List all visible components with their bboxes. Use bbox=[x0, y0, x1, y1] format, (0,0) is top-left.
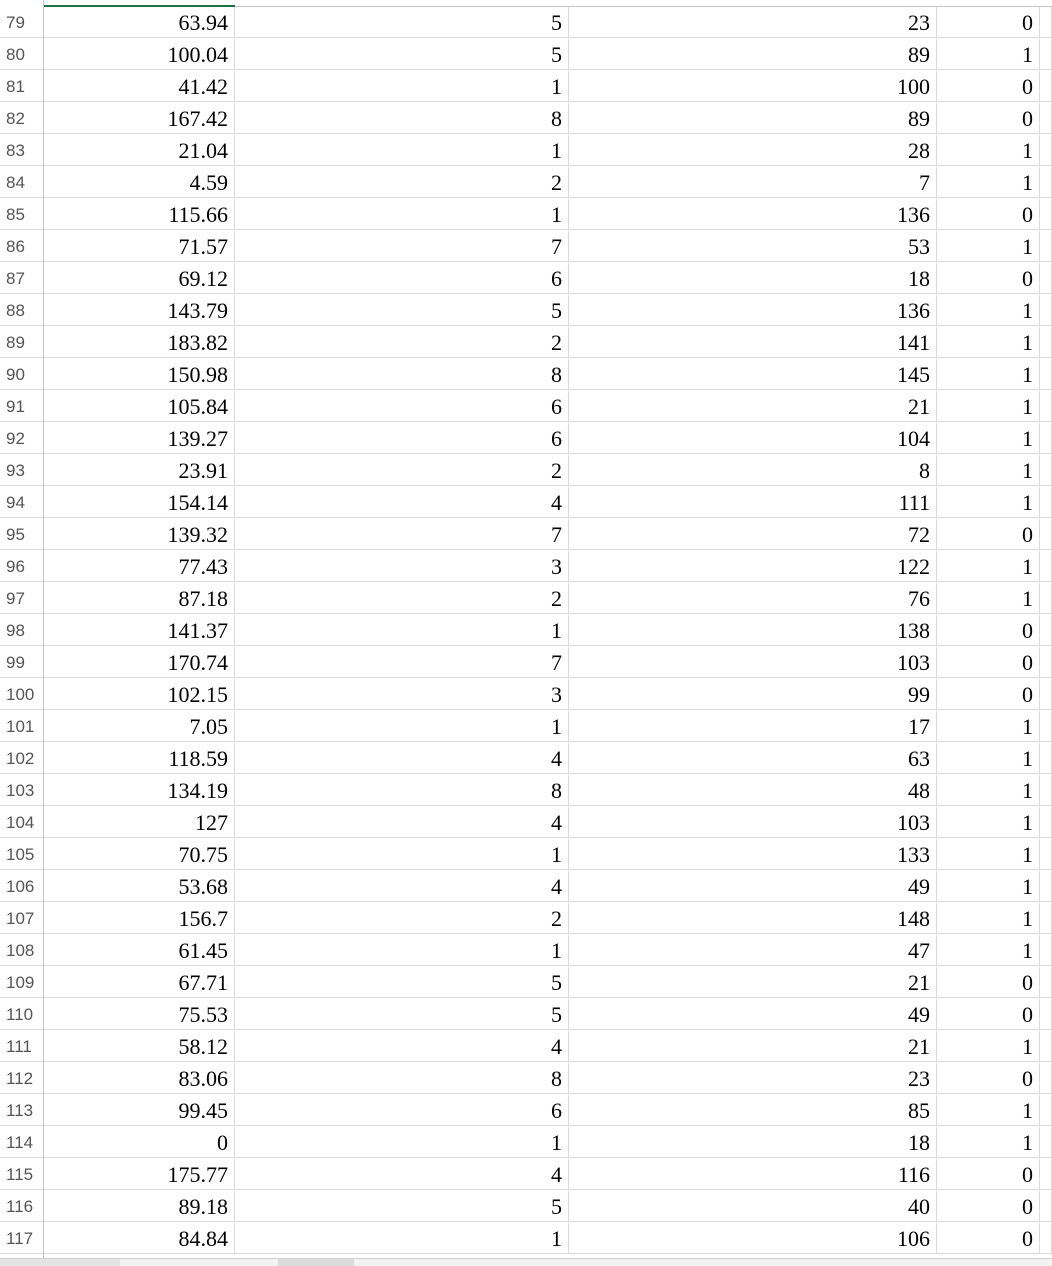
cell-d[interactable]: 1 bbox=[937, 583, 1040, 614]
cell-c[interactable]: 21 bbox=[569, 1031, 937, 1062]
row-number[interactable]: 107 bbox=[0, 903, 43, 934]
table-row bbox=[0, 679, 1052, 711]
row-number[interactable]: 112 bbox=[0, 1063, 43, 1094]
cell-d[interactable]: 1 bbox=[937, 391, 1040, 422]
cell-d[interactable]: 1 bbox=[937, 775, 1040, 806]
cell-c[interactable]: 103 bbox=[569, 647, 937, 678]
table-row bbox=[0, 487, 1052, 519]
cell-a[interactable]: 63.94 bbox=[44, 7, 235, 38]
cell-e[interactable] bbox=[1040, 1031, 1052, 1062]
cell-c[interactable]: 103 bbox=[569, 807, 937, 838]
cell-c[interactable]: 40 bbox=[569, 1191, 937, 1222]
cell-d[interactable]: 0 bbox=[937, 967, 1040, 998]
cell-c[interactable]: 28 bbox=[569, 135, 937, 166]
row-number[interactable]: 114 bbox=[0, 1127, 43, 1158]
cell-a[interactable]: 170.74 bbox=[44, 647, 235, 678]
row-number[interactable]: 94 bbox=[0, 487, 43, 518]
cell-b[interactable]: 2 bbox=[235, 903, 569, 934]
cell-d[interactable]: 0 bbox=[937, 615, 1040, 646]
cell-d[interactable]: 0 bbox=[937, 7, 1040, 38]
cell-d[interactable]: 0 bbox=[937, 103, 1040, 134]
row-number[interactable]: 96 bbox=[0, 551, 43, 582]
table-row bbox=[0, 359, 1052, 391]
table-row bbox=[0, 455, 1052, 487]
row-number[interactable]: 97 bbox=[0, 583, 43, 614]
row-number[interactable]: 102 bbox=[0, 743, 43, 774]
cell-e[interactable] bbox=[1040, 743, 1052, 774]
table-row bbox=[0, 903, 1052, 935]
table-row bbox=[0, 1031, 1052, 1063]
cell-b[interactable]: 3 bbox=[235, 679, 569, 710]
cell-e[interactable] bbox=[1040, 487, 1052, 518]
cell-e[interactable] bbox=[1040, 839, 1052, 870]
cell-c[interactable]: 49 bbox=[569, 871, 937, 902]
row-number[interactable]: 109 bbox=[0, 967, 43, 998]
table-row bbox=[0, 263, 1052, 295]
cell-a[interactable]: 0 bbox=[44, 1127, 235, 1158]
cell-b[interactable]: 2 bbox=[235, 583, 569, 614]
cell-d[interactable]: 1 bbox=[937, 551, 1040, 582]
table-row bbox=[0, 839, 1052, 871]
cell-c[interactable]: 104 bbox=[569, 423, 937, 454]
cell-b[interactable]: 4 bbox=[235, 743, 569, 774]
cell-c[interactable]: 106 bbox=[569, 1223, 937, 1254]
row-number[interactable]: 108 bbox=[0, 935, 43, 966]
table-row bbox=[0, 519, 1052, 551]
cell-e[interactable] bbox=[1040, 807, 1052, 838]
cell-a[interactable]: 134.19 bbox=[44, 775, 235, 806]
cell-a[interactable]: 99.45 bbox=[44, 1095, 235, 1126]
cell-a[interactable]: 58.12 bbox=[44, 1031, 235, 1062]
row-number[interactable]: 95 bbox=[0, 519, 43, 550]
cell-b[interactable]: 1 bbox=[235, 199, 569, 230]
cell-b[interactable]: 1 bbox=[235, 135, 569, 166]
cell-c[interactable]: 138 bbox=[569, 615, 937, 646]
row-number[interactable]: 88 bbox=[0, 295, 43, 326]
cell-c[interactable]: 21 bbox=[569, 967, 937, 998]
cell-b[interactable]: 6 bbox=[235, 423, 569, 454]
cell-a[interactable]: 115.66 bbox=[44, 199, 235, 230]
cell-a[interactable]: 67.71 bbox=[44, 967, 235, 998]
cell-d[interactable]: 1 bbox=[937, 231, 1040, 262]
cell-c[interactable]: 21 bbox=[569, 391, 937, 422]
cell-a[interactable]: 154.14 bbox=[44, 487, 235, 518]
cell-a[interactable]: 89.18 bbox=[44, 1191, 235, 1222]
cell-e[interactable] bbox=[1040, 7, 1052, 38]
cell-d[interactable]: 1 bbox=[937, 1095, 1040, 1126]
cell-b[interactable]: 5 bbox=[235, 999, 569, 1030]
cell-c[interactable]: 76 bbox=[569, 583, 937, 614]
table-row bbox=[0, 71, 1052, 103]
cell-e[interactable] bbox=[1040, 615, 1052, 646]
cell-a[interactable]: 71.57 bbox=[44, 231, 235, 262]
cell-d[interactable]: 0 bbox=[937, 71, 1040, 102]
table-row bbox=[0, 167, 1052, 199]
cell-b[interactable]: 5 bbox=[235, 967, 569, 998]
cell-d[interactable]: 0 bbox=[937, 1223, 1040, 1254]
cell-c[interactable]: 100 bbox=[569, 71, 937, 102]
cell-e[interactable] bbox=[1040, 1127, 1052, 1158]
horizontal-scrollbar[interactable] bbox=[0, 1258, 1052, 1266]
cell-a[interactable]: 83.06 bbox=[44, 1063, 235, 1094]
cell-b[interactable]: 5 bbox=[235, 295, 569, 326]
cell-e[interactable] bbox=[1040, 263, 1052, 294]
cell-b[interactable]: 1 bbox=[235, 839, 569, 870]
cell-d[interactable]: 1 bbox=[937, 903, 1040, 934]
table-row bbox=[0, 807, 1052, 839]
cell-a[interactable]: 53.68 bbox=[44, 871, 235, 902]
cell-d[interactable]: 0 bbox=[937, 519, 1040, 550]
cell-c[interactable]: 116 bbox=[569, 1159, 937, 1190]
cell-b[interactable]: 1 bbox=[235, 71, 569, 102]
cell-b[interactable]: 7 bbox=[235, 647, 569, 678]
row-number[interactable]: 100 bbox=[0, 679, 43, 710]
cell-c[interactable]: 148 bbox=[569, 903, 937, 934]
cell-c[interactable]: 85 bbox=[569, 1095, 937, 1126]
cell-a[interactable]: 77.43 bbox=[44, 551, 235, 582]
cell-c[interactable]: 18 bbox=[569, 263, 937, 294]
cell-a[interactable]: 69.12 bbox=[44, 263, 235, 294]
cell-e[interactable] bbox=[1040, 359, 1052, 390]
cell-c[interactable]: 7 bbox=[569, 167, 937, 198]
cell-d[interactable]: 1 bbox=[937, 39, 1040, 70]
row-number[interactable]: 103 bbox=[0, 775, 43, 806]
cell-a[interactable]: 150.98 bbox=[44, 359, 235, 390]
cell-a[interactable]: 143.79 bbox=[44, 295, 235, 326]
table-row bbox=[0, 1063, 1052, 1095]
cell-d[interactable]: 1 bbox=[937, 711, 1040, 742]
row-number[interactable]: 83 bbox=[0, 135, 43, 166]
cell-d[interactable]: 1 bbox=[937, 1031, 1040, 1062]
cell-b[interactable]: 8 bbox=[235, 775, 569, 806]
cell-b[interactable]: 1 bbox=[235, 935, 569, 966]
table-row bbox=[0, 775, 1052, 807]
cell-e[interactable] bbox=[1040, 551, 1052, 582]
cell-d[interactable]: 1 bbox=[937, 295, 1040, 326]
cell-d[interactable]: 0 bbox=[937, 999, 1040, 1030]
cell-a[interactable]: 127 bbox=[44, 807, 235, 838]
cell-a[interactable]: 141.37 bbox=[44, 615, 235, 646]
cell-a[interactable]: 183.82 bbox=[44, 327, 235, 358]
table-row bbox=[0, 647, 1052, 679]
sheet-tab-area[interactable] bbox=[0, 1259, 120, 1266]
row-number[interactable]: 91 bbox=[0, 391, 43, 422]
cell-e[interactable] bbox=[1040, 999, 1052, 1030]
cell-a[interactable]: 84.84 bbox=[44, 1223, 235, 1254]
cell-b[interactable]: 3 bbox=[235, 551, 569, 582]
cell-d[interactable]: 0 bbox=[937, 679, 1040, 710]
cell-c[interactable]: 47 bbox=[569, 935, 937, 966]
cell-b[interactable]: 1 bbox=[235, 711, 569, 742]
cell-e[interactable] bbox=[1040, 1159, 1052, 1190]
row-number[interactable]: 84 bbox=[0, 167, 43, 198]
cell-b[interactable]: 7 bbox=[235, 231, 569, 262]
cell-d[interactable]: 1 bbox=[937, 455, 1040, 486]
cell-d[interactable]: 0 bbox=[937, 1159, 1040, 1190]
cell-c[interactable]: 53 bbox=[569, 231, 937, 262]
cell-d[interactable]: 1 bbox=[937, 135, 1040, 166]
cell-d[interactable]: 1 bbox=[937, 423, 1040, 454]
cell-e[interactable] bbox=[1040, 1095, 1052, 1126]
cell-b[interactable]: 7 bbox=[235, 519, 569, 550]
cell-d[interactable]: 1 bbox=[937, 935, 1040, 966]
cell-e[interactable] bbox=[1040, 679, 1052, 710]
cell-d[interactable]: 1 bbox=[937, 871, 1040, 902]
cell-e[interactable] bbox=[1040, 455, 1052, 486]
table-row bbox=[0, 199, 1052, 231]
cell-c[interactable]: 89 bbox=[569, 39, 937, 70]
cell-d[interactable]: 1 bbox=[937, 807, 1040, 838]
cell-b[interactable]: 6 bbox=[235, 391, 569, 422]
cell-b[interactable]: 2 bbox=[235, 327, 569, 358]
cell-c[interactable]: 48 bbox=[569, 775, 937, 806]
cell-e[interactable] bbox=[1040, 391, 1052, 422]
cell-c[interactable]: 17 bbox=[569, 711, 937, 742]
cell-e[interactable] bbox=[1040, 423, 1052, 454]
cell-b[interactable]: 2 bbox=[235, 167, 569, 198]
table-row bbox=[0, 743, 1052, 775]
row-number[interactable]: 86 bbox=[0, 231, 43, 262]
table-row bbox=[0, 935, 1052, 967]
cell-a[interactable]: 118.59 bbox=[44, 743, 235, 774]
cell-d[interactable]: 1 bbox=[937, 487, 1040, 518]
row-number[interactable]: 98 bbox=[0, 615, 43, 646]
row-number[interactable]: 87 bbox=[0, 263, 43, 294]
cell-d[interactable]: 0 bbox=[937, 1191, 1040, 1222]
cell-e[interactable] bbox=[1040, 583, 1052, 614]
cell-a[interactable]: 70.75 bbox=[44, 839, 235, 870]
cell-b[interactable]: 4 bbox=[235, 1031, 569, 1062]
cell-b[interactable]: 1 bbox=[235, 615, 569, 646]
cell-a[interactable]: 105.84 bbox=[44, 391, 235, 422]
row-number[interactable]: 101 bbox=[0, 711, 43, 742]
cell-e[interactable] bbox=[1040, 711, 1052, 742]
cell-a[interactable]: 4.59 bbox=[44, 167, 235, 198]
row-number[interactable]: 117 bbox=[0, 1223, 43, 1254]
table-row bbox=[0, 1127, 1052, 1159]
cell-c[interactable]: 72 bbox=[569, 519, 937, 550]
cell-b[interactable]: 5 bbox=[235, 1191, 569, 1222]
row-number[interactable]: 105 bbox=[0, 839, 43, 870]
cell-b[interactable]: 5 bbox=[235, 39, 569, 70]
cell-c[interactable]: 136 bbox=[569, 295, 937, 326]
cell-d[interactable]: 0 bbox=[937, 1063, 1040, 1094]
cell-d[interactable]: 1 bbox=[937, 839, 1040, 870]
cell-e[interactable] bbox=[1040, 935, 1052, 966]
cell-e[interactable] bbox=[1040, 199, 1052, 230]
row-number[interactable]: 79 bbox=[0, 7, 43, 38]
cell-b[interactable]: 2 bbox=[235, 455, 569, 486]
row-number[interactable]: 90 bbox=[0, 359, 43, 390]
scrollbar-thumb[interactable] bbox=[278, 1259, 354, 1266]
cell-c[interactable]: 111 bbox=[569, 487, 937, 518]
table-row bbox=[0, 967, 1052, 999]
cell-b[interactable]: 6 bbox=[235, 1095, 569, 1126]
row-number[interactable]: 81 bbox=[0, 71, 43, 102]
cell-b[interactable]: 4 bbox=[235, 1159, 569, 1190]
cell-b[interactable]: 1 bbox=[235, 1127, 569, 1158]
cell-b[interactable]: 8 bbox=[235, 103, 569, 134]
table-row bbox=[0, 1223, 1052, 1255]
table-row bbox=[0, 583, 1052, 615]
cell-e[interactable] bbox=[1040, 135, 1052, 166]
cell-c[interactable]: 122 bbox=[569, 551, 937, 582]
row-number[interactable]: 106 bbox=[0, 871, 43, 902]
cell-c[interactable]: 133 bbox=[569, 839, 937, 870]
cell-a[interactable]: 167.42 bbox=[44, 103, 235, 134]
cell-b[interactable]: 1 bbox=[235, 1223, 569, 1254]
cell-e[interactable] bbox=[1040, 167, 1052, 198]
cell-e[interactable] bbox=[1040, 871, 1052, 902]
cell-a[interactable]: 41.42 bbox=[44, 71, 235, 102]
cell-c[interactable]: 23 bbox=[569, 1063, 937, 1094]
row-number[interactable]: 93 bbox=[0, 455, 43, 486]
cell-e[interactable] bbox=[1040, 519, 1052, 550]
row-number[interactable]: 115 bbox=[0, 1159, 43, 1190]
cell-d[interactable]: 1 bbox=[937, 359, 1040, 390]
table-row bbox=[0, 295, 1052, 327]
table-row bbox=[0, 1191, 1052, 1223]
cell-c[interactable]: 89 bbox=[569, 103, 937, 134]
table-row bbox=[0, 327, 1052, 359]
row-number[interactable]: 116 bbox=[0, 1191, 43, 1222]
cell-e[interactable] bbox=[1040, 39, 1052, 70]
cell-a[interactable]: 102.15 bbox=[44, 679, 235, 710]
table-row bbox=[0, 103, 1052, 135]
cell-c[interactable]: 18 bbox=[569, 1127, 937, 1158]
table-row bbox=[0, 39, 1052, 71]
cell-d[interactable]: 1 bbox=[937, 167, 1040, 198]
cell-e[interactable] bbox=[1040, 71, 1052, 102]
cell-d[interactable]: 1 bbox=[937, 1127, 1040, 1158]
cell-b[interactable]: 8 bbox=[235, 359, 569, 390]
cell-e[interactable] bbox=[1040, 1191, 1052, 1222]
table-row bbox=[0, 1159, 1052, 1191]
cell-c[interactable]: 8 bbox=[569, 455, 937, 486]
table-row bbox=[0, 391, 1052, 423]
table-row bbox=[0, 551, 1052, 583]
cell-a[interactable]: 100.04 bbox=[44, 39, 235, 70]
row-number[interactable]: 80 bbox=[0, 39, 43, 70]
cell-e[interactable] bbox=[1040, 231, 1052, 262]
row-number[interactable]: 110 bbox=[0, 999, 43, 1030]
cell-d[interactable]: 1 bbox=[937, 743, 1040, 774]
cell-a[interactable]: 139.27 bbox=[44, 423, 235, 454]
row-number[interactable]: 82 bbox=[0, 103, 43, 134]
table-row bbox=[0, 615, 1052, 647]
cell-a[interactable]: 23.91 bbox=[44, 455, 235, 486]
table-row bbox=[0, 999, 1052, 1031]
row-number[interactable]: 85 bbox=[0, 199, 43, 230]
cell-c[interactable]: 49 bbox=[569, 999, 937, 1030]
cell-c[interactable]: 136 bbox=[569, 199, 937, 230]
cell-a[interactable]: 75.53 bbox=[44, 999, 235, 1030]
cell-e[interactable] bbox=[1040, 327, 1052, 358]
table-row bbox=[0, 871, 1052, 903]
cell-a[interactable]: 61.45 bbox=[44, 935, 235, 966]
cell-e[interactable] bbox=[1040, 647, 1052, 678]
cell-e[interactable] bbox=[1040, 295, 1052, 326]
cell-b[interactable]: 6 bbox=[235, 263, 569, 294]
table-row bbox=[0, 711, 1052, 743]
cell-a[interactable]: 87.18 bbox=[44, 583, 235, 614]
cell-d[interactable]: 1 bbox=[937, 327, 1040, 358]
cell-a[interactable]: 139.32 bbox=[44, 519, 235, 550]
cell-e[interactable] bbox=[1040, 1063, 1052, 1094]
cell-b[interactable]: 8 bbox=[235, 1063, 569, 1094]
cell-b[interactable]: 4 bbox=[235, 487, 569, 518]
cell-e[interactable] bbox=[1040, 967, 1052, 998]
cell-d[interactable]: 0 bbox=[937, 647, 1040, 678]
cell-b[interactable]: 4 bbox=[235, 871, 569, 902]
cell-e[interactable] bbox=[1040, 1223, 1052, 1254]
cell-c[interactable]: 99 bbox=[569, 679, 937, 710]
row-number[interactable]: 113 bbox=[0, 1095, 43, 1126]
cell-a[interactable]: 156.7 bbox=[44, 903, 235, 934]
table-row bbox=[0, 1095, 1052, 1127]
cell-c[interactable]: 23 bbox=[569, 7, 937, 38]
cell-b[interactable]: 4 bbox=[235, 807, 569, 838]
cell-c[interactable]: 145 bbox=[569, 359, 937, 390]
cell-e[interactable] bbox=[1040, 775, 1052, 806]
cell-e[interactable] bbox=[1040, 903, 1052, 934]
cell-a[interactable]: 175.77 bbox=[44, 1159, 235, 1190]
table-row bbox=[0, 423, 1052, 455]
cell-e[interactable] bbox=[1040, 103, 1052, 134]
table-row bbox=[0, 231, 1052, 263]
row-number[interactable]: 99 bbox=[0, 647, 43, 678]
cell-a[interactable]: 7.05 bbox=[44, 711, 235, 742]
row-number[interactable]: 92 bbox=[0, 423, 43, 454]
cell-d[interactable]: 0 bbox=[937, 199, 1040, 230]
cell-a[interactable]: 21.04 bbox=[44, 135, 235, 166]
row-number[interactable]: 104 bbox=[0, 807, 43, 838]
cell-b[interactable]: 5 bbox=[235, 7, 569, 38]
cell-c[interactable]: 63 bbox=[569, 743, 937, 774]
row-number[interactable]: 111 bbox=[0, 1031, 43, 1062]
cell-c[interactable]: 141 bbox=[569, 327, 937, 358]
table-row bbox=[0, 7, 1052, 39]
table-row bbox=[0, 135, 1052, 167]
row-number[interactable]: 89 bbox=[0, 327, 43, 358]
cell-d[interactable]: 0 bbox=[937, 263, 1040, 294]
